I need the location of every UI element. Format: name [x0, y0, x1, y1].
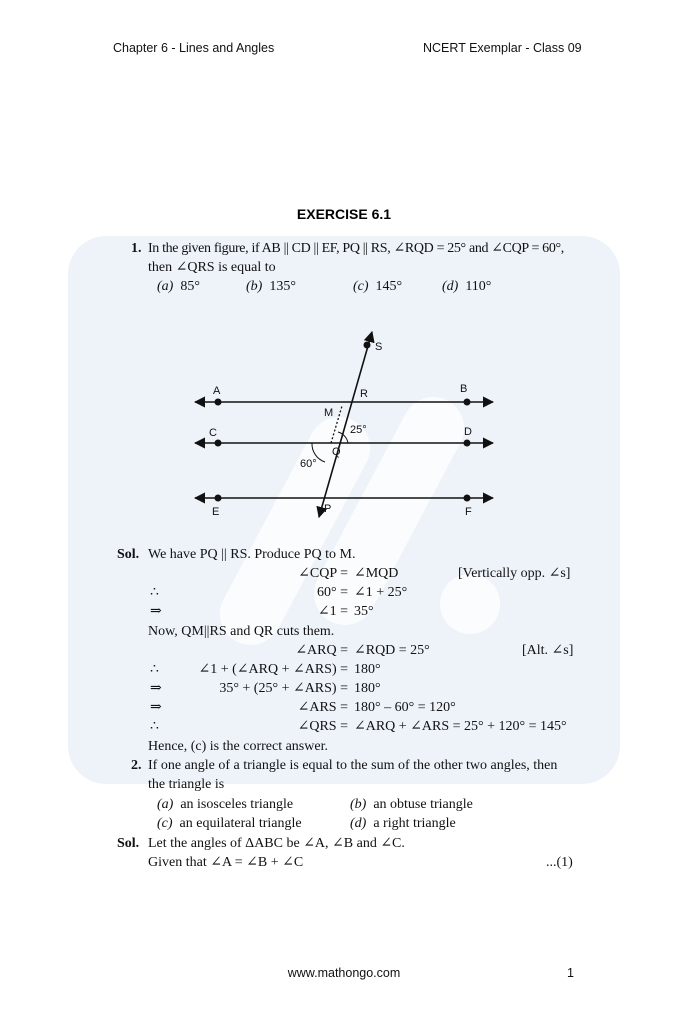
- option-letter: (b): [246, 279, 263, 294]
- option-letter: (d): [350, 816, 367, 831]
- label-d: D: [464, 426, 472, 438]
- label-a: A: [213, 385, 221, 397]
- sol1-now: Now, QM||RS and QR cuts them.: [148, 624, 335, 639]
- q2-option-c: [157, 815, 302, 833]
- q2-text-line1: If one angle of a triangle is equal to the sum of the other two angles, then: [148, 758, 558, 773]
- sol1-step8-sym: ∴: [150, 719, 159, 734]
- point-f: [464, 495, 471, 502]
- header-chapter: Chapter 6 - Lines and Angles: [113, 41, 275, 55]
- exercise-title: EXERCISE 6.1: [296, 206, 392, 222]
- label-r: R: [360, 388, 368, 400]
- point-d: [464, 440, 471, 447]
- step-lhs: 35° + (25° + ∠ARS) =: [219, 681, 348, 696]
- sol2-label: Sol.: [117, 836, 140, 851]
- point-s: [364, 342, 371, 349]
- sol2-line1: Let the angles of ΔABC be ∠A, ∠B and ∠C.: [148, 836, 405, 851]
- footer-page-number: 1: [567, 966, 574, 980]
- label-b: B: [460, 383, 468, 395]
- option-letter: (d): [442, 279, 459, 294]
- sol1-step2-rhs: ∠1 + 25°: [354, 585, 408, 600]
- label-angle-60: 60°: [300, 458, 317, 470]
- step-lhs: ∠ARS =: [297, 700, 348, 715]
- sol1-step1-ref: [Vertically opp. ∠s]: [458, 566, 571, 581]
- sol2-line2: Given that ∠A = ∠B + ∠C: [148, 855, 304, 870]
- option-text: 135°: [269, 279, 296, 294]
- option-text: a right triangle: [373, 816, 456, 831]
- option-letter: (a): [157, 279, 174, 294]
- q1-text-line2: then ∠QRS is equal to: [148, 260, 276, 275]
- step-lhs: ∠1 + (∠ARQ + ∠ARS) =: [198, 662, 348, 677]
- step-lhs: ∠CQP =: [298, 566, 348, 581]
- option-letter: (c): [353, 279, 369, 294]
- step-lhs: 60° =: [317, 585, 348, 600]
- point-b: [464, 399, 471, 406]
- point-e: [215, 495, 222, 502]
- sol1-step6-sym: ⇒: [150, 681, 162, 696]
- label-p: P: [324, 503, 332, 515]
- sol1-label: Sol.: [117, 547, 140, 562]
- point-a: [215, 399, 222, 406]
- option-letter: (c): [157, 816, 173, 831]
- option-text: 85°: [180, 279, 200, 294]
- sol1-step4-ref: [Alt. ∠s]: [522, 643, 574, 658]
- label-s: S: [375, 341, 383, 353]
- sol1-step2-sym: ∴: [150, 585, 159, 600]
- q2-option-d: [350, 815, 456, 833]
- option-text: 110°: [465, 279, 492, 294]
- q1-text-line1: In the given figure, if AB || CD || EF, PQ || RS, ∠RQD = 25° and ∠CQP = 60°,: [148, 241, 564, 256]
- option-text: an equilateral triangle: [179, 816, 302, 831]
- step-lhs: ∠1 =: [317, 604, 348, 619]
- q2-option-a: [157, 796, 293, 814]
- option-text: an isosceles triangle: [180, 797, 294, 812]
- label-f: F: [465, 506, 472, 518]
- sol1-step3-rhs: 35°: [354, 604, 374, 619]
- sol1-step6-rhs: 180°: [354, 681, 381, 696]
- option-letter: (b): [350, 797, 367, 812]
- option-text: 145°: [375, 279, 403, 294]
- sol1-step5-sym: ∴: [150, 662, 159, 677]
- label-m: M: [324, 407, 334, 419]
- q2-option-b: [350, 796, 473, 814]
- sol1-intro: We have PQ || RS. Produce PQ to M.: [148, 547, 356, 562]
- sol1-step7-rhs: 180° – 60° = 120°: [354, 700, 456, 715]
- sol1-step8-rhs: ∠ARQ + ∠ARS = 25° + 120° = 145°: [354, 719, 567, 734]
- q2-number: 2.: [131, 758, 142, 773]
- header-book: NCERT Exemplar - Class 09: [423, 41, 582, 55]
- q2-text-line2: the triangle is: [148, 777, 225, 792]
- sol1-step1-rhs: ∠MQD: [354, 566, 399, 581]
- option-letter: (a): [157, 797, 174, 812]
- step-lhs: ∠ARQ =: [295, 643, 348, 658]
- sol1-step4-rhs: ∠RQD = 25°: [354, 643, 430, 658]
- option-text: an obtuse triangle: [373, 797, 473, 812]
- label-c: C: [209, 427, 217, 439]
- label-e: E: [212, 506, 220, 518]
- label-angle-25: 25°: [350, 424, 367, 436]
- point-c: [215, 440, 222, 447]
- label-q: Q: [332, 446, 341, 458]
- step-lhs: ∠QRS =: [297, 719, 348, 734]
- sol1-step5-rhs: 180°: [354, 662, 381, 677]
- sol2-equation-number: ...(1): [546, 855, 573, 870]
- sol1-conclusion: Hence, (c) is the correct answer.: [148, 739, 328, 754]
- sol1-step3-sym: ⇒: [150, 604, 162, 619]
- footer-website: www.mathongo.com: [287, 966, 401, 980]
- q1-number: 1.: [131, 241, 142, 256]
- sol1-step7-sym: ⇒: [150, 700, 162, 715]
